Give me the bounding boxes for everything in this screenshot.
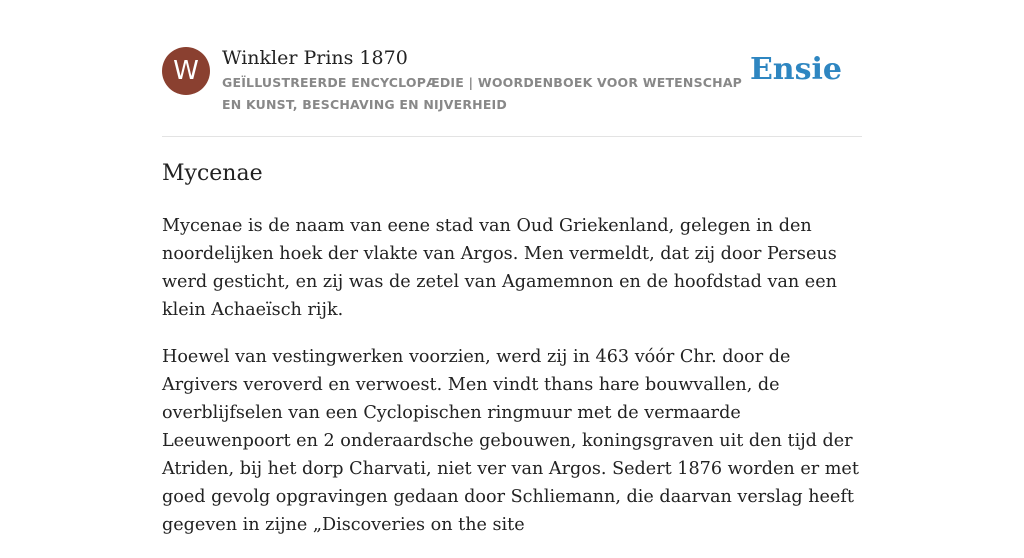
source-title[interactable]: Winkler Prins 1870 bbox=[222, 47, 408, 69]
source-subtitle: GEÏLLUSTREERDE ENCYCLOPÆDIE | WOORDENBOEK VOOR WETENSCHAP EN KUNST, BESCHAVING EN NIJVERHEID bbox=[222, 75, 743, 112]
article-paragraph: Mycenae is de naam van eene stad van Oud Griekenland, gelegen in den noordelijken hoek der vlakte van Argos. Men vermeldt, dat zij door Perseus werd gesticht, en zij was de zetel van Agamemnon en de hoofdstad van een klein Achaeïsch rijk. bbox=[162, 216, 837, 320]
article-body bbox=[162, 212, 862, 558]
source-info bbox=[222, 44, 762, 116]
source-avatar[interactable]: W bbox=[162, 47, 210, 95]
source-header bbox=[162, 0, 862, 137]
article-paragraph: Hoewel van vestingwerken voorzien, werd zij in 463 vóór Chr. door de Argivers veroverd en verwoest. Men vindt thans hare bouwvallen, de overblijfselen van een Cyclopischen ringmuur met de vermaarde Leeuwenpoort en 2 onderaardsche gebouwen, koningsgraven uit den tijd der Atriden, bij het dorp Charvati, niet ver van Argos. Sedert 1876 worden er met goed gevolg opgravingen gedaan door Schliemann, die daarvan verslag heeft gegeven in zijne „Discoveries on the site bbox=[162, 347, 859, 535]
ensie-logo[interactable]: Ensie bbox=[749, 52, 842, 87]
article-title: Mycenae bbox=[162, 161, 263, 186]
